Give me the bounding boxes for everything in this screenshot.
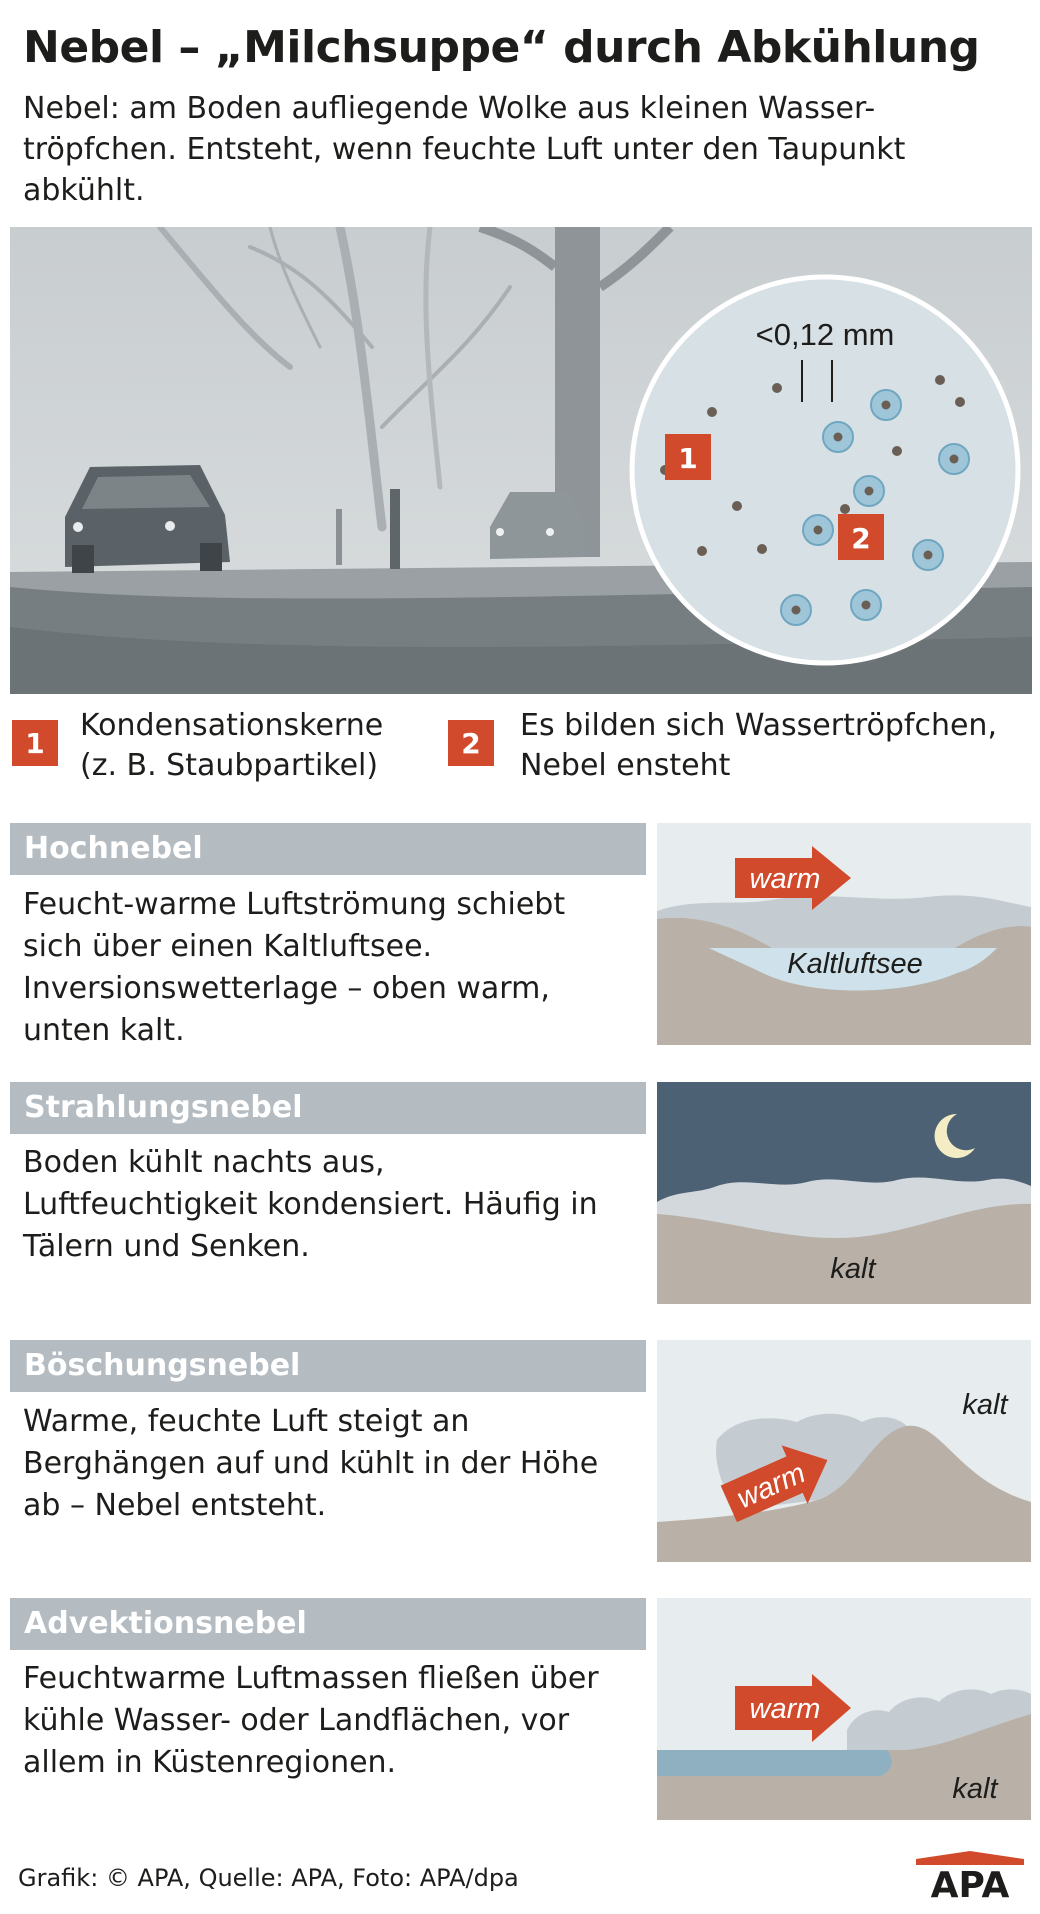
- dust-particle: [707, 407, 717, 417]
- water-droplet: [851, 590, 881, 620]
- section-text-strahlungsnebel-2: Luftfeuchtigkeit kondensiert. Häufig in: [23, 1187, 598, 1222]
- section-text-advektionsnebel-1: Feuchtwarme Luftmassen fließen über: [23, 1661, 599, 1696]
- section-text-boeschungsnebel-1: Warme, feuchte Luft steigt an: [23, 1404, 470, 1439]
- water-droplet: [939, 444, 969, 474]
- section-text-boeschungsnebel-2: Berghängen auf und kühlt in der Höhe: [23, 1446, 599, 1481]
- section-text-strahlungsnebel-1: Boden kühlt nachts aus,: [23, 1145, 385, 1180]
- dust-particle: [840, 504, 850, 514]
- dust-particle: [757, 544, 767, 554]
- section-text-hochnebel-4: unten kalt.: [23, 1013, 185, 1048]
- post: [390, 489, 400, 569]
- section-heading-hochnebel: Hochnebel: [10, 823, 646, 875]
- legend-1-line-1: Kondensationskerne: [80, 708, 384, 743]
- water-droplet: [913, 540, 943, 570]
- water-droplet: [854, 476, 884, 506]
- kalt-label: kalt: [962, 1389, 1008, 1421]
- water: [657, 1750, 892, 1776]
- section-heading-boeschungsnebel: Böschungsnebel: [10, 1340, 646, 1392]
- strahlungsnebel-illustration: [657, 1082, 1031, 1304]
- fog-photo: [10, 227, 1032, 694]
- section-heading-strahlungsnebel: Strahlungsnebel: [10, 1082, 646, 1134]
- warm-label: warm: [749, 1693, 821, 1725]
- water-droplet: [803, 515, 833, 545]
- marker-1-number: 1: [678, 442, 698, 475]
- section-text-hochnebel-2: sich über einen Kaltluftsee.: [23, 929, 433, 964]
- dust-particle: [892, 446, 902, 456]
- water-droplet: [781, 595, 811, 625]
- apa-logo: [916, 1851, 1024, 1901]
- section-text-advektionsnebel-2: kühle Wasser- oder Landflächen, vor: [23, 1703, 570, 1738]
- section-text-hochnebel-3: Inversionswetterlage – oben warm,: [23, 971, 550, 1006]
- warm-label: warm: [749, 863, 821, 895]
- legend-2-line-1: Es bilden sich Wassertröpfchen,: [520, 708, 997, 743]
- dust-particle: [935, 375, 945, 385]
- apa-logo-text: APA: [930, 1865, 1010, 1901]
- water-droplet: [871, 390, 901, 420]
- section-text-advektionsnebel-3: allem in Küstenregionen.: [23, 1745, 397, 1780]
- credit-line: Grafik: © APA, Quelle: APA, Foto: APA/dpa: [18, 1864, 519, 1892]
- boeschungsnebel-illustration: [657, 1340, 1031, 1562]
- kalt-label: kalt: [952, 1773, 998, 1805]
- marker-2-number: 2: [851, 522, 871, 555]
- section-text-boeschungsnebel-3: ab – Nebel entsteht.: [23, 1488, 327, 1523]
- legend-2-line-2: Nebel ensteht: [520, 748, 731, 783]
- dust-particle: [772, 383, 782, 393]
- dust-particle: [955, 397, 965, 407]
- legend-1-badge: 1: [12, 720, 58, 766]
- section-text-strahlungsnebel-3: Tälern und Senken.: [23, 1229, 310, 1264]
- droplet-size-label: <0,12 mm: [755, 317, 895, 352]
- legend-1-line-2: (z. B. Staubpartikel): [80, 748, 379, 783]
- intro-line-1: Nebel: am Boden aufliegende Wolke aus kleinen Wasser-: [23, 91, 876, 126]
- dust-particle: [732, 501, 742, 511]
- legend-2-badge: 2: [448, 720, 494, 766]
- kalt-label: kalt: [830, 1253, 876, 1285]
- page-title: Nebel – „Milchsuppe“ durch Abkühlung: [23, 22, 980, 73]
- advektionsnebel-illustration: [657, 1598, 1031, 1820]
- kaltluftsee-label: Kaltluftsee: [787, 948, 923, 980]
- dust-particle: [697, 546, 707, 556]
- hochnebel-illustration: [657, 823, 1031, 1045]
- intro-line-2: tröpfchen. Entsteht, wenn feuchte Luft unter den Taupunkt: [23, 132, 906, 167]
- warm-label: warm: [732, 1457, 811, 1516]
- water-droplet: [823, 422, 853, 452]
- car: [65, 465, 230, 573]
- section-text-hochnebel-1: Feucht-warme Luftströmung schiebt: [23, 887, 566, 922]
- intro-line-3: abkühlt.: [23, 173, 145, 208]
- section-heading-advektionsnebel: Advektionsnebel: [10, 1598, 646, 1650]
